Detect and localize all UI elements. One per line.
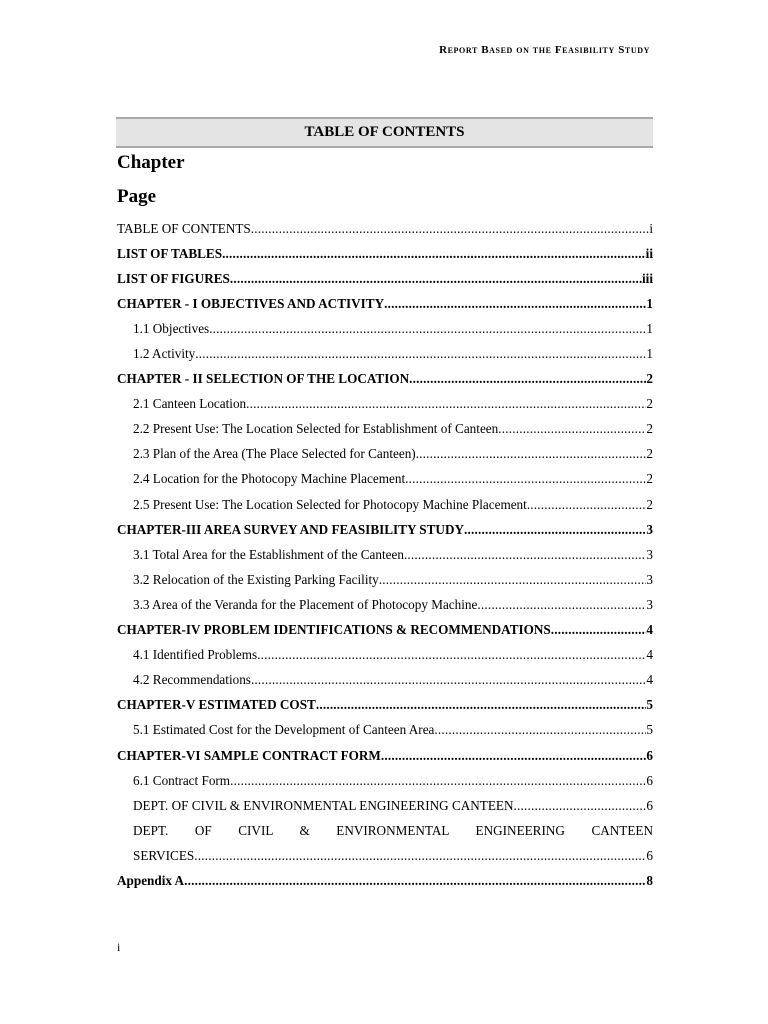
running-header: Report Based on the Feasibility Study [439,44,650,56]
toc-entry-title: SERVICES [133,847,195,863]
toc-entry-page: 3 [646,571,653,587]
toc-entry-page: 2 [646,471,653,487]
footer-page-number: i [117,940,121,954]
toc-entry-page: 3 [646,596,653,612]
toc-entry-title: 1.1 Objectives [133,320,210,336]
toc-entry-title: 2.5 Present Use: The Location Selected for Photocopy Machine Placement [133,496,527,512]
toc-entry-page: 2 [646,371,653,387]
toc-entry-title: 4.2 Recommendations [133,672,251,688]
toc-entry[interactable] [117,467,653,492]
dot-leader [184,873,646,889]
dot-leader [464,522,646,538]
toc-entry-title: 5.1 Estimated Cost for the Development of Canteen Area [133,722,435,738]
toc-entry-page: 1 [646,295,653,311]
toc-entry[interactable] [117,291,653,316]
toc-entry[interactable] [117,316,653,341]
toc-entry[interactable] [117,592,653,617]
toc-entry[interactable] [117,392,653,417]
toc-entry-title: LIST OF TABLES [117,245,223,261]
toc-entry-title: 3.3 Area of the Veranda for the Placement of Photocopy Machine [133,596,478,612]
toc-entry-page: 6 [646,847,653,863]
toc-entry-page: 2 [646,496,653,512]
toc-entry-page: i [649,220,653,236]
toc-entry-title: CHAPTER - I OBJECTIVES AND ACTIVITY [117,295,385,311]
toc-list [117,216,653,894]
toc-entry-title: Appendix A [117,872,185,888]
toc-entry[interactable] [117,843,653,868]
toc-entry-title: 2.1 Canteen Location [133,396,247,412]
toc-entry-title: 4.1 Identified Problems [133,647,258,663]
dot-leader [384,296,646,312]
dot-leader [230,773,646,789]
toc-entry[interactable] [117,743,653,768]
toc-entry-page: 4 [646,647,653,663]
toc-entry-page: 4 [646,622,653,638]
toc-entry-page: 2 [646,421,653,437]
toc-entry-title: CHAPTER-V ESTIMATED COST [117,697,316,713]
toc-entry-page: 1 [646,346,653,362]
dot-leader [251,221,650,237]
toc-entry-title: DEPT. OF CIVIL & ENVIRONMENTAL ENGINEERING CANTEEN [133,797,514,813]
toc-entry-title: DEPT. OF CIVIL & ENVIRONMENTAL ENGINEERING CANTEEN [133,822,653,838]
toc-entry[interactable] [117,492,653,517]
toc-entry[interactable] [117,818,653,843]
dot-leader [551,622,647,638]
toc-entry[interactable] [117,868,653,893]
dot-leader [222,246,646,262]
toc-entry[interactable] [117,618,653,643]
toc-entry-title: 3.2 Relocation of the Existing Parking Facility [133,571,379,587]
toc-title: TABLE OF CONTENTS [304,124,465,140]
dot-leader [404,547,646,563]
toc-entry[interactable] [117,517,653,542]
dot-leader [230,271,642,287]
toc-entry-title: 1.2 Activity [133,346,196,362]
toc-entry[interactable] [117,542,653,567]
toc-entry-page: 3 [646,521,653,537]
dot-leader [477,597,646,613]
toc-entry[interactable] [117,266,653,291]
toc-entry-title: TABLE OF CONTENTS [117,220,251,236]
dot-leader [251,672,646,688]
toc-entry-page: 3 [646,546,653,562]
toc-entry[interactable] [117,768,653,793]
toc-entry-title: 3.1 Total Area for the Establishment of the Canteen [133,546,404,562]
dot-leader [194,848,646,864]
toc-entry-page: 6 [646,772,653,788]
toc-entry-page: 2 [646,446,653,462]
toc-entry[interactable] [117,668,653,693]
toc-entry-title: LIST OF FIGURES [117,270,230,286]
dot-leader [246,396,646,412]
toc-entry[interactable] [117,442,653,467]
toc-entry[interactable] [117,367,653,392]
toc-entry-page: 4 [646,672,653,688]
dot-leader [316,697,647,713]
toc-entry[interactable] [117,216,653,241]
toc-entry[interactable] [117,341,653,366]
toc-entry-title: CHAPTER - II SELECTION OF THE LOCATION [117,371,410,387]
toc-entry-page: ii [645,245,653,261]
dot-leader [409,371,646,387]
toc-entry-title: 6.1 Contract Form [133,772,231,788]
toc-title-banner [116,117,653,148]
chapter-column-heading: Chapter [117,152,185,173]
toc-entry[interactable] [117,567,653,592]
toc-entry-title: 2.3 Plan of the Area (The Place Selected for Canteen) [133,446,416,462]
toc-entry-page: 2 [646,396,653,412]
dot-leader [257,647,646,663]
dot-leader [405,471,646,487]
dot-leader [527,497,647,513]
toc-entry[interactable] [117,793,653,818]
dot-leader [498,421,646,437]
toc-entry-title: 2.4 Location for the Photocopy Machine Placement [133,471,406,487]
toc-entry-page: 8 [646,872,653,888]
toc-entry-page: 5 [646,722,653,738]
toc-entry-page: 1 [646,320,653,336]
page-column-heading: Page [117,186,157,207]
toc-entry[interactable] [117,643,653,668]
dot-leader [209,321,646,337]
dot-leader [513,798,646,814]
toc-entry-page: 5 [646,697,653,713]
toc-entry-title: CHAPTER-IV PROBLEM IDENTIFICATIONS & RECOMMENDATIONS [117,622,551,638]
toc-entry[interactable] [117,718,653,743]
toc-entry[interactable] [117,241,653,266]
toc-entry[interactable] [117,693,653,718]
toc-entry-title: CHAPTER-VI SAMPLE CONTRACT FORM [117,747,381,763]
toc-entry-title: CHAPTER-III AREA SURVEY AND FEASIBILITY STUDY [117,521,464,537]
dot-leader [195,346,646,362]
toc-entry-title: 2.2 Present Use: The Location Selected for Establishment of Canteen [133,421,499,437]
dot-leader [434,722,646,738]
dot-leader [381,748,647,764]
toc-entry-page: iii [642,270,653,286]
dot-leader [416,446,647,462]
toc-entry-page: 6 [646,797,653,813]
toc-entry[interactable] [117,417,653,442]
dot-leader [379,572,647,588]
toc-entry-page: 6 [646,747,653,763]
